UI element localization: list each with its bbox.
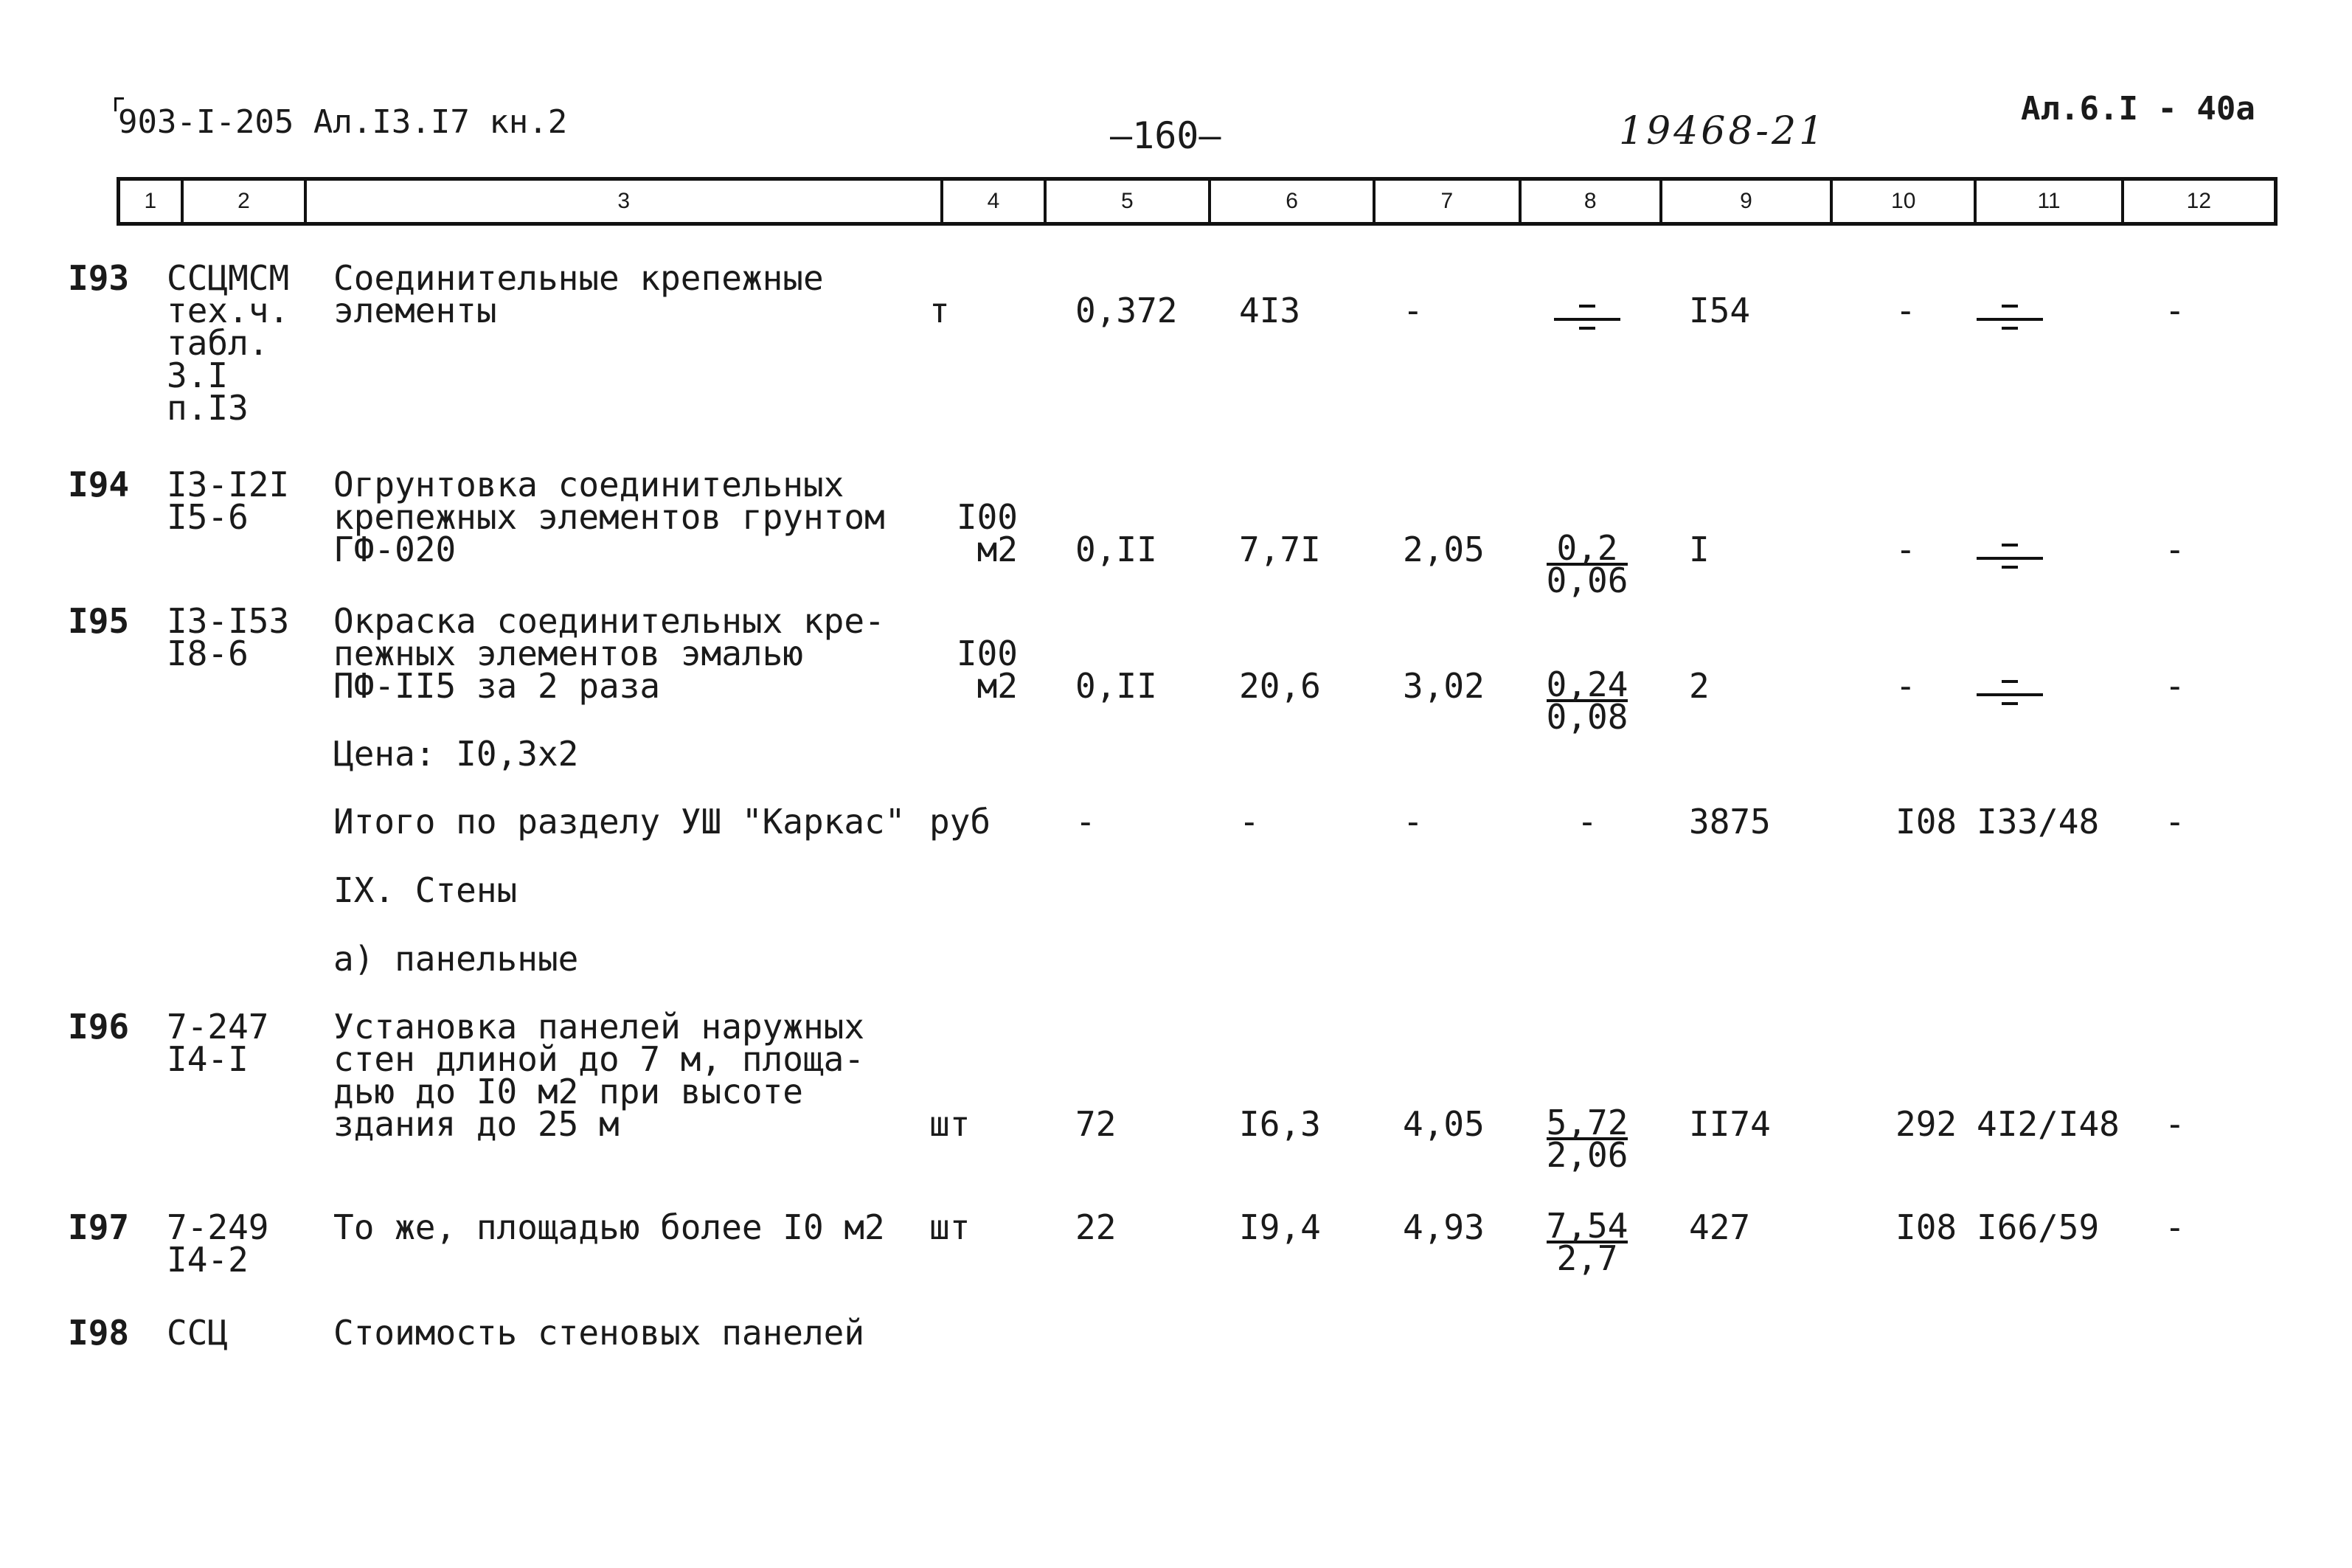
- total-cost: 2: [1689, 666, 1710, 706]
- col7-value: -: [1403, 802, 1423, 842]
- col10-value: I08: [1895, 802, 1957, 842]
- fraction-numerator: 5,72: [1546, 1103, 1628, 1142]
- col7-value: 4,93: [1403, 1207, 1485, 1247]
- col11-value: I66/59: [1977, 1207, 2100, 1247]
- quantity: -: [1075, 802, 1096, 842]
- col-12: 12: [2186, 189, 2212, 213]
- col7-value: 2,05: [1403, 530, 1485, 569]
- total-cost: 3875: [1689, 802, 1771, 842]
- col8-value: -: [1577, 802, 1598, 842]
- work-description: Соединительные крепежные элементы: [333, 258, 824, 330]
- norm-code: I3-I2I I5-6: [167, 465, 290, 537]
- col-11: 11: [1977, 181, 2123, 222]
- col-1: 1: [120, 181, 184, 222]
- section-title: IX. Стены: [333, 870, 518, 910]
- fraction-value: [1543, 528, 1631, 600]
- table-row: [0, 1206, 2352, 1280]
- col-5: 5: [1047, 181, 1211, 222]
- corner-mark: [114, 97, 124, 111]
- work-description: Огрунтовка соединительных крепежных элементов грунтом ГФ-020: [333, 465, 885, 569]
- unit-price: I6,3: [1239, 1104, 1321, 1144]
- row-number: I98: [68, 1313, 130, 1353]
- fraction-value: [1543, 665, 1631, 737]
- norm-code: I3-I53 I8-6: [167, 601, 290, 673]
- row-number: I95: [68, 601, 130, 641]
- page-number: —160—: [1110, 114, 1221, 157]
- col12-value: -: [2165, 802, 2185, 842]
- col10-value: -: [1895, 291, 1916, 330]
- ditto-mark: [1977, 676, 2043, 717]
- sheet-reference: Ал.6.I - 40a: [2021, 90, 2255, 128]
- work-description: То же, площадью более I0 м2: [333, 1207, 885, 1247]
- col12-value: -: [2165, 291, 2185, 330]
- total-cost: II74: [1689, 1104, 1771, 1144]
- fraction-denominator: 2,7: [1556, 1238, 1618, 1278]
- fraction-numerator: 0,24: [1546, 665, 1628, 704]
- norm-code: ССЦ: [167, 1313, 229, 1353]
- quantity: 0,II: [1075, 530, 1157, 569]
- col11-value: I33/48: [1977, 802, 2100, 842]
- norm-code: 7-249 I4-2: [167, 1207, 269, 1280]
- unit: т: [929, 291, 950, 330]
- unit: шт: [929, 1104, 971, 1144]
- total-cost: I54: [1689, 291, 1751, 330]
- subsection-title: а) панельные: [333, 939, 579, 979]
- fraction-denominator: 0,08: [1546, 697, 1628, 737]
- fraction-denominator: 2,06: [1546, 1135, 1628, 1175]
- col12-value: -: [2165, 1207, 2185, 1247]
- col-8: 8: [1522, 181, 1662, 222]
- column-number-bar: [117, 177, 2278, 226]
- row-number: I96: [68, 1007, 130, 1047]
- col-2: 2: [184, 181, 307, 222]
- work-description: Окраска соединительных кре- пежных элементов эмалью ПФ-II5 за 2 раза: [333, 601, 885, 706]
- quantity: 0,372: [1075, 291, 1178, 330]
- col-7: 7: [1376, 181, 1521, 222]
- col12-value: -: [2165, 530, 2185, 569]
- table-row: [0, 465, 2352, 600]
- norm-code: 7-247 I4-I: [167, 1007, 269, 1079]
- col10-value: I08: [1895, 1207, 1957, 1247]
- col7-value: 4,05: [1403, 1104, 1485, 1144]
- fraction-value: [1543, 1206, 1631, 1278]
- col7-value: 3,02: [1403, 666, 1485, 706]
- col-3: 3: [307, 181, 943, 222]
- col11-value: 4I2/I48: [1977, 1104, 2120, 1144]
- document-code: 903-I-205 Ал.I3.I7 кн.2: [118, 103, 568, 141]
- unit-price: 7,7I: [1239, 530, 1321, 569]
- col-4: 4: [943, 181, 1047, 222]
- quantity: 72: [1075, 1104, 1117, 1144]
- col10-value: -: [1895, 666, 1916, 706]
- section-total-label: Итого по разделу УШ "Каркас": [333, 802, 906, 842]
- unit: I00 м2: [956, 634, 1018, 706]
- price-note-text: Цена: I0,3х2: [333, 734, 579, 774]
- unit-price: 4I3: [1239, 291, 1301, 330]
- fraction-denominator: 0,06: [1546, 561, 1628, 600]
- col10-value: -: [1895, 530, 1916, 569]
- work-description: Установка панелей наружных стен длиной до 7 м, площа- дью до I0 м2 при высоте здания до 25 м: [333, 1007, 865, 1144]
- col-6: 6: [1211, 181, 1376, 222]
- ditto-mark: [1977, 300, 2043, 341]
- ditto-mark: [1977, 539, 2043, 580]
- table-row: [0, 1007, 2352, 1175]
- total-cost: 427: [1689, 1207, 1751, 1247]
- quantity: 22: [1075, 1207, 1117, 1247]
- work-description: Стоимость стеновых панелей: [333, 1313, 865, 1353]
- ditto-mark: [1543, 300, 1631, 341]
- quantity: 0,II: [1075, 666, 1157, 706]
- section-heading: [0, 870, 2352, 910]
- unit: руб: [929, 802, 991, 842]
- row-number: I94: [68, 465, 130, 504]
- section-total-row: [0, 802, 2352, 842]
- row-number: I97: [68, 1207, 130, 1247]
- norm-code: ССЦМСМ тех.ч. табл. 3.I п.I3: [167, 258, 290, 428]
- col-10: 10: [1833, 181, 1977, 222]
- fraction-numerator: 7,54: [1546, 1206, 1628, 1246]
- col12-value: -: [2165, 666, 2185, 706]
- unit-price: -: [1239, 802, 1260, 842]
- handwritten-number: 19468-21: [1619, 109, 1827, 153]
- total-cost: I: [1689, 530, 1710, 569]
- col10-value: 292: [1895, 1104, 1957, 1144]
- unit-price: 20,6: [1239, 666, 1321, 706]
- unit-price: I9,4: [1239, 1207, 1321, 1247]
- fraction-numerator: 0,2: [1547, 533, 1628, 566]
- row-number: I93: [68, 258, 130, 298]
- col-9: 9: [1662, 181, 1833, 222]
- fraction-value: [1543, 1103, 1631, 1175]
- col7-value: -: [1403, 291, 1423, 330]
- table-row: [0, 258, 2352, 428]
- unit: шт: [929, 1207, 971, 1247]
- col12-value: -: [2165, 1104, 2185, 1144]
- unit: I00 м2: [956, 497, 1018, 569]
- table-row: [0, 601, 2352, 737]
